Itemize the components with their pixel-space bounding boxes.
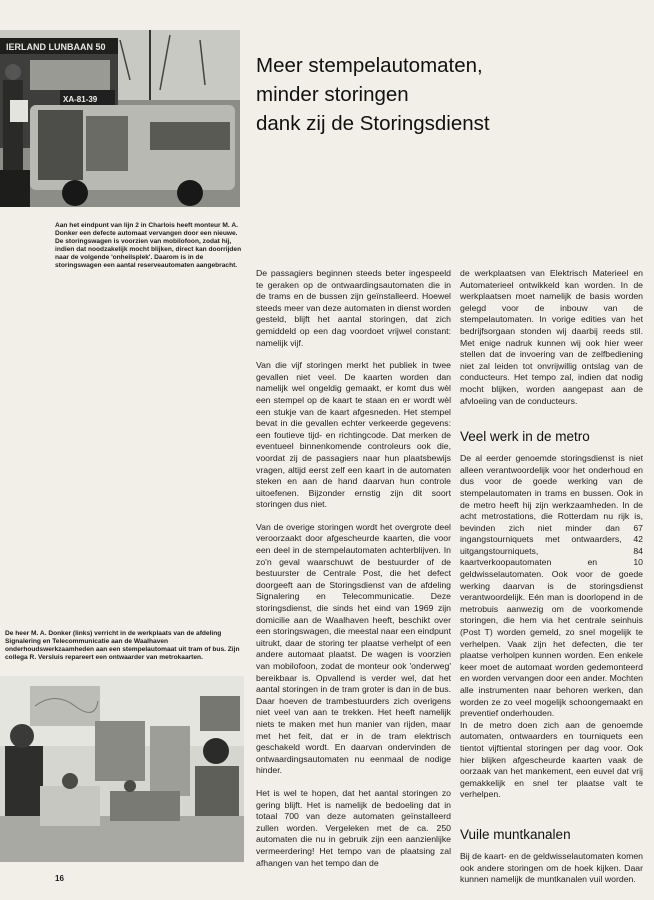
paragraph: Van de overige storingen wordt het overgrote deel veroorzaakt door afgescheurde kaarten, die voor een deel in de stempelautomaten achterblijven. In zo'n geval waarschuwt de bestuurder of de bestuurster de Centrale Post, die het defect doorgeeft aan de Storingsdienst van de afdeling Signalering en Telecommunicatie. Deze storingsdienst, die sinds het eind van 1969 zijn domicilie aan de Waalhaven heeft, beschikt over een storingswagen, die meestal naar een eindpunt uitrukt, daar de storing ter plaatse verhelpt of een andere automaat plaatst. De wagen is voorzien van mobilofoon, zodat de monteur ook 'onderweg' bereikbaar is. Opvallend is verder wel, dat het aantal storingen in de tram groter is dan in de bus. Daar hoeven de trambestuurders zich overigens niet veel van aan te trekken. Het heeft namelijk niets te maken met hun manier van rijden, maar met het feit, dat er in de tram elektrisch geschakeld wordt. En daarvan ondervinden de ontwaardingsautomaten nu eenmaal de nodige hinder. xyxy=(256,521,451,776)
paragraph: de werkplaatsen van Elektrisch Materieel en Automaterieel ontwikkeld kan worden. In de werkplaatsen moet namelijk de basis worden gelegd voor de inbouw van de stempelautomaten. In vorige edities van het bedrijfsorgaan stonden wij daarbij reeds stil. Met enige nadruk kunnen wij ook hier weer stellen dat de invoering van de zelfbediening niet zal leiden tot onvrijwillig ontslag van de conducteurs. Het tempo zal, indien dat nodig mocht blijken, worden aangepast aan de afvloeiing van de conducteurs. xyxy=(460,268,643,406)
paragraph: Het is wel te hopen, dat het aantal storingen zo gering blijft. Het is namelijk de bedoeling dat in totaal 700 van deze automaten geïnstalleerd zullen worden. Vergeleken met de ca. 250 automaten die nu in gebruik zijn een aanzienlijke vermeerdering! Het tempo van de plaatsing zal afhangen van het tempo dan de xyxy=(256,787,451,868)
photo-workshop-image xyxy=(0,676,244,862)
paragraph: Bij de kaart- en de geldwisselautomaten komen ook andere storingen om de hoek kijken. Daar kunnen namelijk de muntkanalen vuil worden. xyxy=(460,850,643,885)
bus-destination-sign: IERLAND LUNBAAN 50 xyxy=(6,42,106,52)
paragraph: In de metro doen zich aan de genoemde automaten, ontwaarders en tourniquets een tientot vijftiental storingen per dag voor. Ook hier blijken afgescheurde kaarten vaak de oorzaak van het mankement, een euvel dat vrij gemakkelijk en snel ter plaatse valt te verhelpen. xyxy=(460,719,643,800)
license-plate: XA-81-39 xyxy=(63,95,98,104)
page-number: 16 xyxy=(55,874,64,883)
photo-service-van-image xyxy=(0,30,240,207)
page-headline xyxy=(256,51,636,138)
headline-line-2: minder storingen xyxy=(256,83,409,106)
section-heading-muntkanalen: Vuile muntkanalen xyxy=(460,826,571,842)
paragraph: De al eerder genoemde storingsdienst is niet alleen verantwoordelijk voor het onderhoud en dus voor de goede werking van de stempelautomaten in trams en bussen. Ook in de metro heeft hij zijn werkzaamheden. In de acht metrostations, die Rotterdam nu rijk is, bevinden zich niet minder dan 67 ingangstourniquets met ontwaarders, 42 uitgangstourniquets, 84 kaartverkoopautomaten en 10 geldwisselautomaten. Ook voor de goede werking daarvan is de storingsdienst verantwoordelijk. Eén man is doorlopend in de metrobuis aanwezig om de voorkomende storingen, die hem via het centrale seinhuis (Post T) worden gemeld, zo snel mogelijk te verhelpen. Vaak zijn het defecten, die ter plaatse verholpen kunnen worden. Een enkele keer moet de automaat worden gedemonteerd en worden vervangen door een ander. Mochten alle instrumenten naar behoren werken, dan worden ze zo veel mogelijk schoongemaakt en preventief onderhouden. xyxy=(460,453,643,719)
article-column-right xyxy=(460,268,643,897)
caption-top: Aan het eindpunt van lijn 2 in Charlois heeft monteur M. A. Donker een defecte automaat vervangen door een nieuwe. De storingswagen is voorzien van mobilofoon, zodat hij, indien dat noodzakelijk mocht blijken, direct kan doorrijden naar de volgende 'onheilsplek'. Daarom is in de storingswagen een aantal reserveautomaten aangebracht. xyxy=(55,222,242,270)
paragraph: De passagiers beginnen steeds beter ingespeeld te geraken op de ontwaardingsautomaten die in de trams en de bussen zijn geïnstalleerd. Hoewel steeds meer van deze automaten in dienst worden gesteld, blijft het aantal storingen, dat zich gemiddeld op een dag voordoet vrijwel constant: namelijk vijf. xyxy=(256,268,451,348)
section-heading-metro: Veel werk in de metro xyxy=(460,429,590,445)
headline-line-3: dank zij de Storingsdienst xyxy=(256,112,490,135)
photo-service-van xyxy=(0,30,240,207)
paragraph: Van die vijf storingen merkt het publiek in twee gevallen niet veel. De kaarten worden dan namelijk wel ongeldig gemaakt, er komt dus wèl een stempel op de kaart te staan en er wordt wèl een stukje van de kaart afgesneden. Het stempel bevat in die gevallen echter verkeerde gegevens: een foutieve tijd- en richtingcode. Dat merken de eventueel binnenkomende controleurs ook die, voordat zij de passagiers naar hun plaatsbewijs vragen, altijd eerst zelf een kaart in de automaten steken en aan de hand daarvan hun controle uitoefenen. Bijzonder ernstig zijn dit soort storingen dus niet. xyxy=(256,360,451,510)
caption-bottom: De heer M. A. Donker (links) verricht in de werkplaats van de afdeling Signalering en Telecommunicatie aan de Waalhaven onderhoudswerkzaamheden aan een stempelautomaat uit tram of bus. Zijn collega R. Versluis repareert een ontwaarder van metrokaarten. xyxy=(5,630,240,662)
photo-workshop xyxy=(0,676,244,862)
headline-line-1: Meer stempelautomaten, xyxy=(256,54,483,77)
article-column-middle xyxy=(256,268,451,880)
